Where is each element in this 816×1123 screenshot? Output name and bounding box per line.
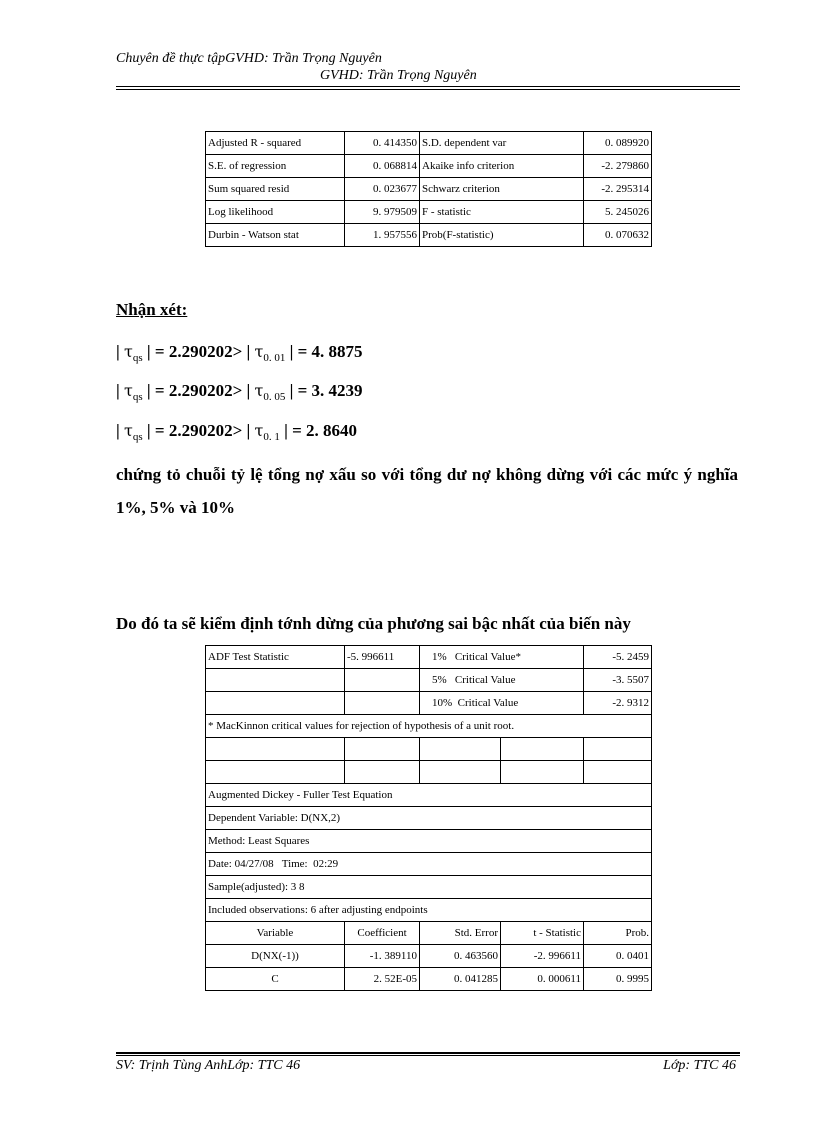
stat-value: 0. 414350 <box>345 132 420 155</box>
critical-label: 5% Critical Value <box>420 669 584 692</box>
stat-value: 1. 957556 <box>345 224 420 247</box>
test-equation-title: Augmented Dickey - Fuller Test Equation <box>206 784 652 807</box>
stat-label: Durbin - Watson stat <box>206 224 345 247</box>
adf-stat-value: -5. 996611 <box>345 646 420 669</box>
stat-value: 0. 070632 <box>584 224 652 247</box>
adf-test-table <box>205 645 652 991</box>
stat-label: S.E. of regression <box>206 155 345 178</box>
conclusion-paragraph: chứng tỏ chuỗi tỷ lệ tổng nợ xấu so với tổng dư nợ không dừng với các mức ý nghĩa 1%, 5% và 10% <box>116 465 738 517</box>
footer-right: Lớp: TTC 46 <box>663 1058 736 1073</box>
summary-row <box>206 224 652 247</box>
col-header: Coefficient <box>345 922 420 945</box>
method: Method: Least Squares <box>206 830 652 853</box>
mackinnon-note-row <box>206 715 652 738</box>
summary-row <box>206 201 652 224</box>
prob-cell: 0. 9995 <box>584 968 652 991</box>
stat-label: F - statistic <box>420 201 584 224</box>
stat-label: Schwarz criterion <box>420 178 584 201</box>
header-line-2: GVHD: Trần Trọng Nguyên <box>320 68 477 83</box>
col-header: Variable <box>206 922 345 945</box>
col-header: Prob. <box>584 922 652 945</box>
page-header <box>116 50 740 84</box>
stat-value: 0. 089920 <box>584 132 652 155</box>
adf-intro-text: Do đó ta sẽ kiểm định tớnh dừng của phương sai bậc nhất của biến này <box>116 614 631 633</box>
summary-row <box>206 155 652 178</box>
info-row <box>206 807 652 830</box>
stat-value: -2. 279860 <box>584 155 652 178</box>
summary-row <box>206 132 652 155</box>
variable-cell: D(NX(-1)) <box>206 945 345 968</box>
variable-cell: C <box>206 968 345 991</box>
stat-label: Log likelihood <box>206 201 345 224</box>
included-observations: Included observations: 6 after adjusting endpoints <box>206 899 652 922</box>
stat-label: S.D. dependent var <box>420 132 584 155</box>
coefficient-cell: 2. 52E-05 <box>345 968 420 991</box>
stat-value: 5. 245026 <box>584 201 652 224</box>
adf-stat-row <box>206 646 652 669</box>
prob-cell: 0. 0401 <box>584 945 652 968</box>
dependent-variable: Dependent Variable: D(NX,2) <box>206 807 652 830</box>
col-header: t - Statistic <box>501 922 584 945</box>
header-line-1: Chuyên đề thực tậpGVHD: Trần Trọng Nguyên <box>116 51 382 66</box>
stat-label: Akaike info criterion <box>420 155 584 178</box>
critical-row <box>206 669 652 692</box>
adf-stat-label: ADF Test Statistic <box>206 646 345 669</box>
empty-row <box>206 738 652 761</box>
empty-row <box>206 761 652 784</box>
regression-summary-table <box>205 131 652 247</box>
page-footer <box>116 1058 736 1074</box>
stat-value: 0. 068814 <box>345 155 420 178</box>
critical-row <box>206 692 652 715</box>
info-row <box>206 830 652 853</box>
sample-adjusted: Sample(adjusted): 3 8 <box>206 876 652 899</box>
critical-value: -2. 9312 <box>584 692 652 715</box>
stat-label: Prob(F-statistic) <box>420 224 584 247</box>
tau-inequality-3: | $\tau_{qs}$ | = 2.290202> | $\tau_{0. 1}$ | = 2. 8640 <box>116 421 358 443</box>
remarks-heading: Nhận xét: <box>116 300 188 319</box>
stat-label: Adjusted R - squared <box>206 132 345 155</box>
coef-row <box>206 945 652 968</box>
info-row <box>206 784 652 807</box>
date-time: Date: 04/27/08 Time: 02:29 <box>206 853 652 876</box>
info-row <box>206 853 652 876</box>
std-error-cell: 0. 041285 <box>420 968 501 991</box>
tau-inequality-1: | $\tau_{qs}$ | = 2.290202> | $\tau_{0. 01}$ | = 4. 8875 <box>116 342 363 364</box>
header-rule <box>116 86 740 90</box>
critical-label: 10% Critical Value <box>420 692 584 715</box>
col-header: Std. Error <box>420 922 501 945</box>
std-error-cell: 0. 463560 <box>420 945 501 968</box>
critical-label: 1% Critical Value* <box>420 646 584 669</box>
critical-value: -5. 2459 <box>584 646 652 669</box>
t-stat-cell: -2. 996611 <box>501 945 584 968</box>
stat-label: Sum squared resid <box>206 178 345 201</box>
t-stat-cell: 0. 000611 <box>501 968 584 991</box>
summary-row <box>206 178 652 201</box>
stat-value: 9. 979509 <box>345 201 420 224</box>
info-row <box>206 899 652 922</box>
tau-inequality-2: | $\tau_{qs}$ | = 2.290202> | $\tau_{0. 05}$ | = 3. 4239 <box>116 381 363 403</box>
coefficient-cell: -1. 389110 <box>345 945 420 968</box>
info-row <box>206 876 652 899</box>
mackinnon-note: * MacKinnon critical values for rejection of hypothesis of a unit root. <box>206 715 652 738</box>
coef-row <box>206 968 652 991</box>
stat-value: 0. 023677 <box>345 178 420 201</box>
footer-rule <box>116 1052 740 1056</box>
stat-value: -2. 295314 <box>584 178 652 201</box>
footer-left: SV: Trịnh Tùng AnhLớp: TTC 46 <box>116 1058 301 1073</box>
coef-header-row <box>206 922 652 945</box>
critical-value: -3. 5507 <box>584 669 652 692</box>
